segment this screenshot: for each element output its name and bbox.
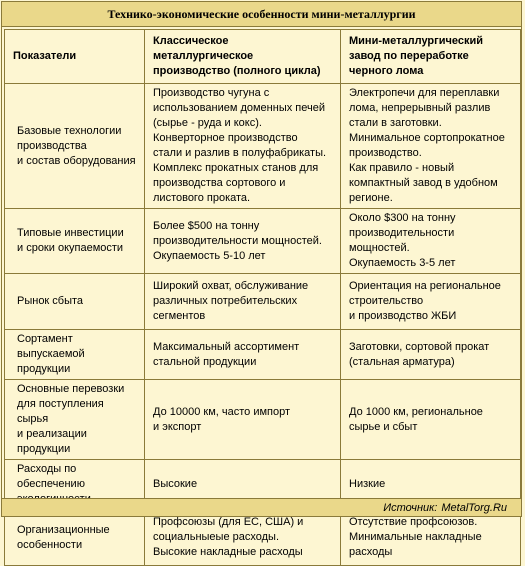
cell-line: сегментов — [153, 310, 206, 322]
cell-line: особенности — [17, 538, 83, 551]
table-row — [5, 209, 521, 274]
table-row — [5, 84, 521, 209]
table-header-row — [5, 30, 521, 84]
row-label-cell — [5, 330, 145, 380]
cell-line: и состав оборудования — [17, 154, 136, 167]
cell-line: Минимальные накладные — [349, 531, 482, 543]
table-frame — [1, 1, 522, 558]
cell-line: Высокие — [153, 478, 198, 490]
classic-cell — [145, 510, 341, 566]
table-row — [5, 510, 521, 566]
cell-line: и экспорт — [153, 420, 202, 433]
cell-line: мощностей. — [349, 242, 410, 254]
cell-line: производительности мощностей. — [153, 234, 322, 247]
row-label-cell — [5, 380, 145, 460]
cell-line: производительности — [349, 227, 455, 239]
mini-cell — [341, 84, 521, 209]
mini-cell — [341, 330, 521, 380]
source-link[interactable]: MetalTorg.Ru — [441, 501, 507, 514]
row-label-cell — [5, 209, 145, 274]
row-label-cell — [5, 274, 145, 330]
mini-cell — [341, 209, 521, 274]
cell-line: расходы — [349, 546, 393, 558]
table-title: Технико-экономические особенности мини-металлургии — [2, 2, 521, 27]
cell-line: Профсоюзы (для ЕС, США) и — [153, 516, 304, 528]
cell-line: регионе. — [349, 192, 393, 204]
cell-line: Заготовки, сортовой прокат — [349, 340, 490, 353]
table-row — [5, 380, 521, 460]
cell-line: Базовые технологии — [17, 124, 122, 137]
cell-line: компактный завод в удобном — [349, 177, 498, 189]
mini-cell — [341, 380, 521, 460]
cell-line: Минимальное сортопрокатное — [349, 132, 505, 144]
cell-line: листового проката. — [153, 192, 251, 204]
cell-line: Отсутствие профсоюзов. — [349, 516, 478, 528]
comparison-table — [4, 29, 521, 566]
cell-line: использованием доменных печей — [153, 102, 325, 114]
cell-line: Как правило - новый — [349, 162, 455, 174]
cell-line: для поступления сырья — [17, 398, 104, 425]
cell-line: и реализации продукции — [17, 428, 87, 455]
source-footer — [2, 498, 521, 516]
cell-line: Низкие — [349, 478, 386, 490]
cell-line: Основные перевозки — [17, 383, 125, 395]
cell-line: Конверторное производство — [153, 132, 298, 144]
cell-line: Широкий охват, обслуживание — [153, 280, 309, 292]
cell-line: Более $500 на тонну — [153, 219, 260, 232]
classic-cell — [145, 209, 341, 274]
mini-cell — [341, 274, 521, 330]
header-mini: Мини-металлургический завод по переработке черного лома — [341, 30, 521, 84]
cell-line: производство. — [349, 147, 422, 159]
cell-line: До 1000 км, региональное — [349, 405, 483, 418]
cell-line: Комплекс прокатных станов для — [153, 162, 319, 174]
cell-line: стали и разлив в полуфабрикаты. — [153, 147, 327, 159]
cell-line: Организационные — [17, 523, 110, 536]
cell-line: социальныеые расходы. — [153, 531, 280, 543]
cell-line: Расходы по обеспечению — [17, 463, 85, 490]
table-row — [5, 330, 521, 380]
cell-line: и сроки окупаемости — [17, 242, 124, 254]
header-classic: Классическое металлургическое производство (полного цикла) — [145, 30, 341, 84]
header-indicators: Показатели — [5, 30, 145, 84]
cell-line: лома, непрерывный разлив — [349, 102, 491, 114]
mini-cell — [341, 510, 521, 566]
classic-cell — [145, 330, 341, 380]
cell-line: производства — [17, 139, 87, 152]
cell-line: Окупаемость 5-10 лет — [153, 249, 266, 262]
cell-line: производства сортового и — [153, 177, 286, 189]
table-row — [5, 274, 521, 330]
classic-cell — [145, 274, 341, 330]
cell-line: Электропечи для переплавки — [349, 87, 500, 99]
cell-line: Типовые инвестиции — [17, 227, 124, 239]
classic-cell — [145, 84, 341, 209]
classic-cell — [145, 380, 341, 460]
cell-line: Производство чугуна с — [153, 87, 270, 99]
cell-line: продукции — [17, 363, 71, 375]
cell-line: строительство — [349, 295, 424, 307]
cell-line: Максимальный ассортимент — [153, 340, 300, 353]
row-label-cell — [5, 510, 145, 566]
cell-line: До 10000 км, часто импорт — [153, 405, 291, 418]
source-label: Источник: — [383, 501, 438, 514]
cell-line: (стальная арматура) — [349, 355, 455, 368]
cell-line: Ориентация на региональное — [349, 280, 501, 292]
cell-line: и производство ЖБИ — [349, 310, 457, 322]
cell-line: Сортамент выпускаемой — [17, 333, 85, 360]
cell-line: (сырье - руда и кокс). — [153, 117, 262, 129]
cell-line: Окупаемость 3-5 лет — [349, 257, 456, 269]
cell-line: Около $300 на тонну — [349, 212, 456, 224]
cell-line: стали в заготовки. — [349, 117, 442, 129]
cell-line: различных потребительских — [153, 295, 298, 307]
cell-line: Рынок сбыта — [17, 295, 84, 307]
table-body — [5, 84, 521, 566]
cell-line: сырье и сбыт — [349, 420, 418, 433]
cell-line: Высокие накладные расходы — [153, 546, 303, 558]
row-label-cell — [5, 84, 145, 209]
cell-line: стальной продукции — [153, 355, 257, 368]
